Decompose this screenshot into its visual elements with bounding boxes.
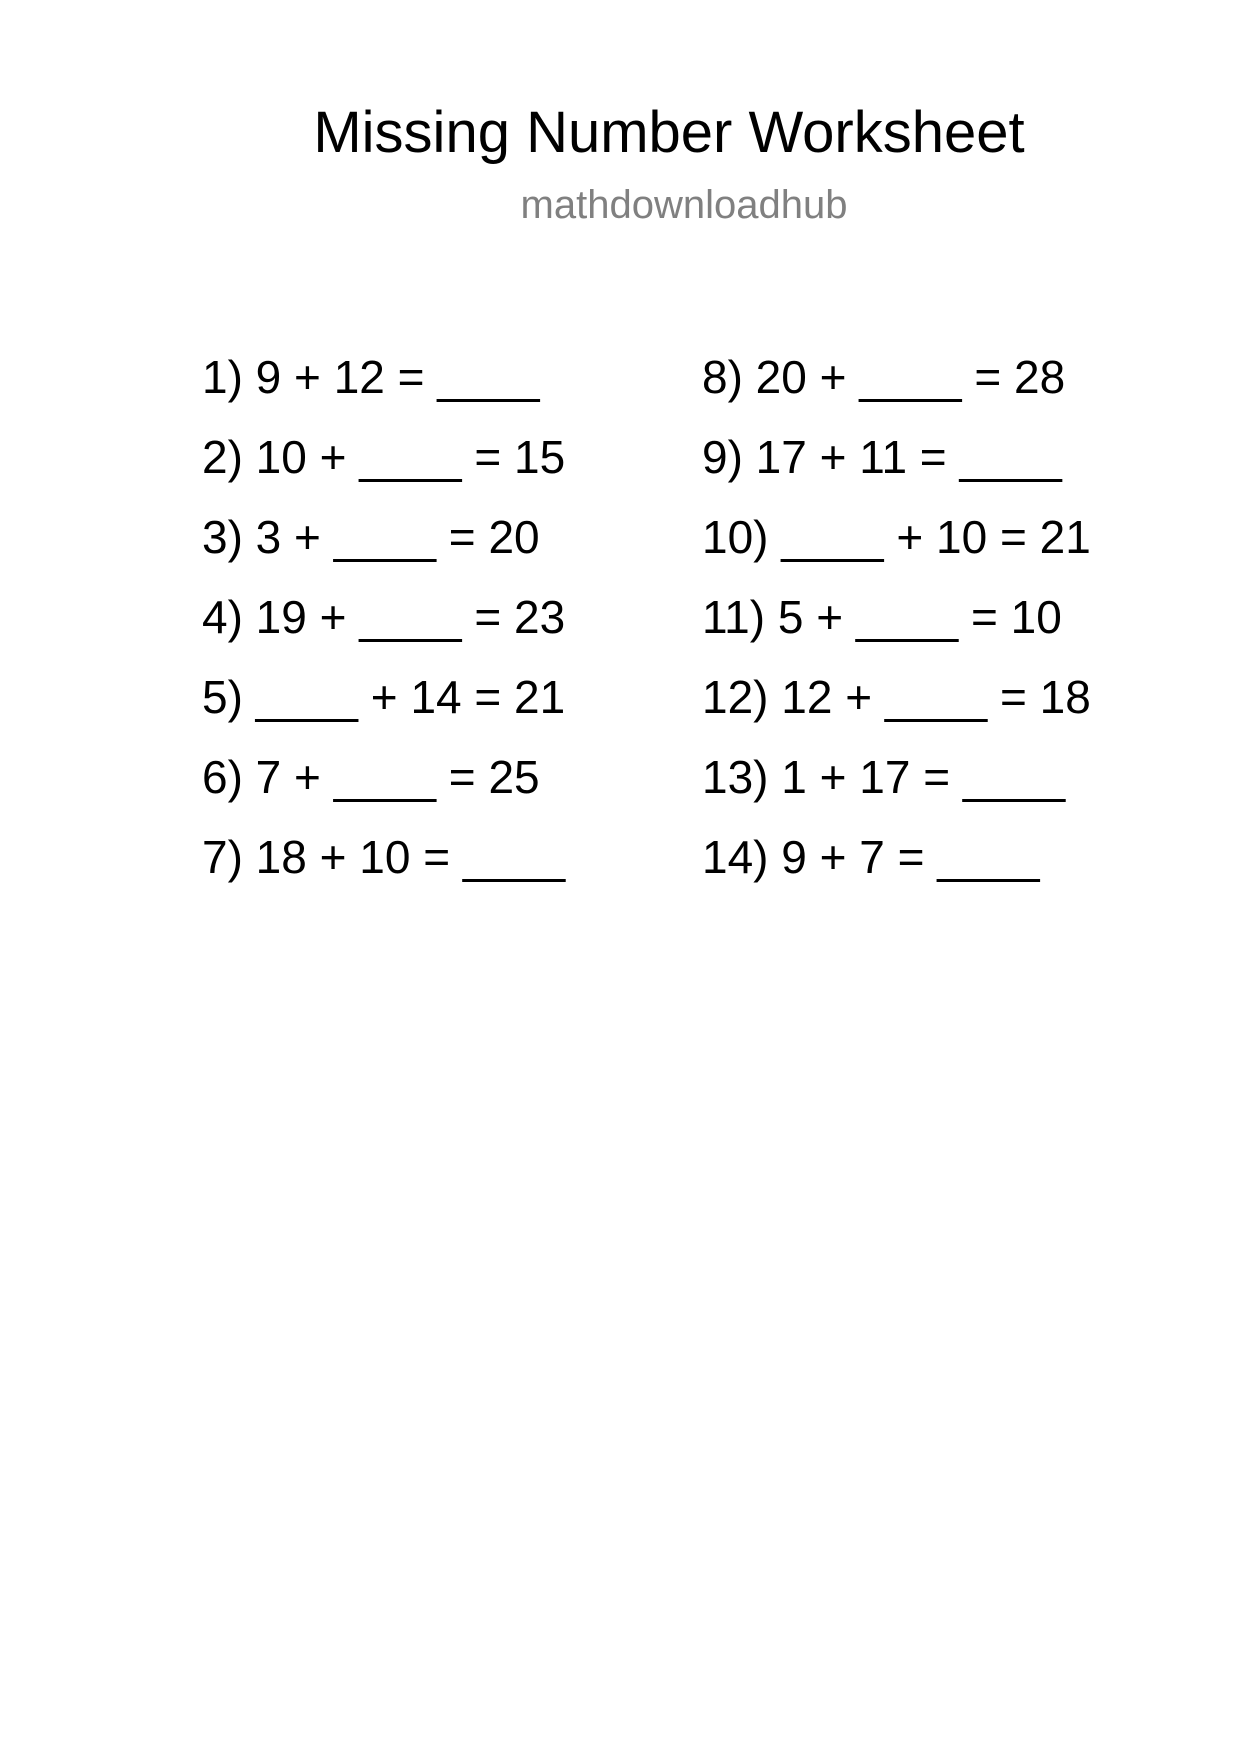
problem-8: 8) 20 + ____ = 28 [702, 351, 1066, 403]
problem-12: 12) 12 + ____ = 18 [702, 671, 1091, 723]
problems-column-right [702, 345, 1091, 905]
problem-14: 14) 9 + 7 = ____ [702, 831, 1040, 883]
problem-5: 5) ____ + 14 = 21 [202, 671, 566, 723]
problem-3: 3) 3 + ____ = 20 [202, 511, 540, 563]
problem-6: 6) 7 + ____ = 25 [202, 751, 540, 803]
problem-11: 11) 5 + ____ = 10 [702, 591, 1062, 643]
problem-13: 13) 1 + 17 = ____ [702, 751, 1066, 803]
problems-column-left [202, 345, 565, 905]
problem-7: 7) 18 + 10 = ____ [202, 831, 566, 883]
problem-2: 2) 10 + ____ = 15 [202, 431, 566, 483]
problem-10: 10) ____ + 10 = 21 [702, 511, 1091, 563]
worksheet-subtitle: mathdownloadhub [520, 183, 848, 227]
problem-4: 4) 19 + ____ = 23 [202, 591, 566, 643]
problem-1: 1) 9 + 12 = ____ [202, 351, 540, 403]
problem-9: 9) 17 + 11 = ____ [702, 431, 1062, 483]
worksheet-title: Missing Number Worksheet [313, 100, 1025, 165]
